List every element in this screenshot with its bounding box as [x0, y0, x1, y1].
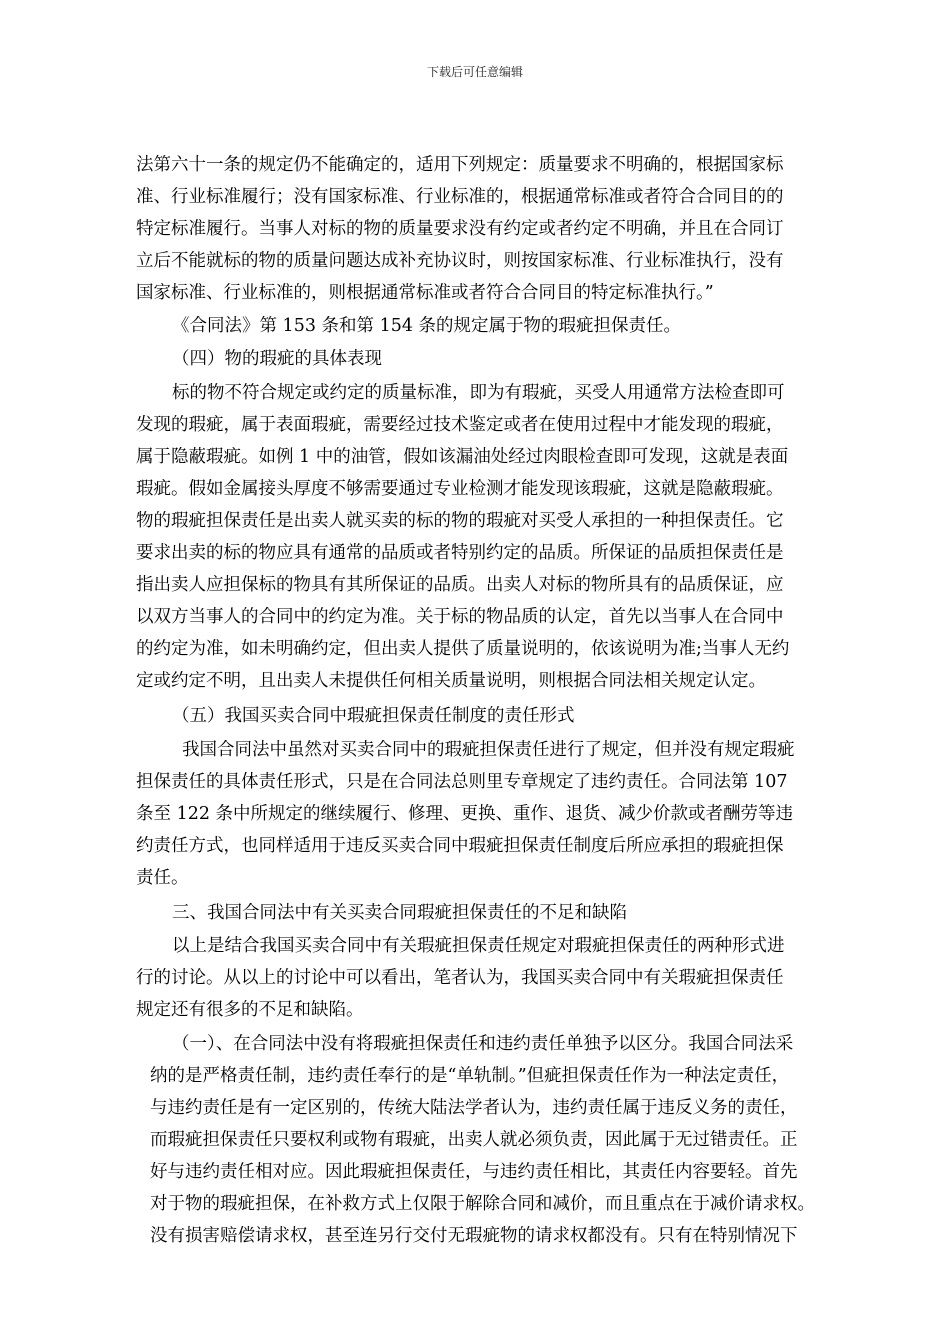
text-line: 责任。	[136, 868, 189, 888]
text-line: 约责任方式，也同样适用于违反买卖合同中瑕疵担保责任制度后所应承担的瑕疵担保	[136, 836, 784, 856]
text-line: 行的讨论。从以上的讨论中可以看出，笔者认为，我国买卖合同中有关瑕疵担保责任	[136, 968, 784, 988]
text-line: 法第六十一条的规定仍不能确定的，适用下列规定：质量要求不明确的，根据国家标	[136, 155, 784, 175]
text-line: （一）、在合同法中没有将瑕疵担保责任和违约责任单独予以区分。我国合同法采	[172, 1034, 794, 1054]
section-heading: （四）物的瑕疵的具体表现	[172, 349, 382, 369]
text-line: 物的瑕疵担保责任是出卖人就买卖的标的物的瑕疵对买受人承担的一种担保责任。它	[136, 511, 784, 531]
text-line: 特定标准履行。当事人对标的物的质量要求没有约定或者约定不明确，并且在合同订	[136, 219, 784, 239]
section-heading: （五）我国买卖合同中瑕疵担保责任制度的责任形式	[172, 706, 575, 726]
text-line: 规定还有很多的不足和缺陷。	[136, 1000, 364, 1020]
text-line: 没有损害赔偿请求权，甚至连另行交付无瑕疵物的请求权都没有。只有在特别情况下	[150, 1226, 798, 1246]
text-line: 标的物不符合规定或约定的质量标准，即为有瑕疵，买受人用通常方法检查即可	[172, 383, 785, 403]
text-line: 瑕疵。假如金属接头厚度不够需要通过专业检测才能发现该瑕疵，这就是隐蔽瑕疵。	[136, 479, 784, 499]
text-line: 担保责任的具体责任形式，只是在合同法总则里专章规定了违约责任。合同法第 107	[136, 772, 788, 792]
text-line: 发现的瑕疵，属于表面瑕疵，需要经过技术鉴定或者在使用过程中才能发现的瑕疵，	[136, 415, 784, 435]
text-line: 的约定为准，如未明确约定，但出卖人提供了质量说明的，依该说明为准;当事人无约	[136, 639, 790, 659]
text-line: 以双方当事人的合同中的约定为准。关于标的物品质的认定，首先以当事人在合同中	[136, 607, 784, 627]
text-line: 属于隐蔽瑕疵。如例 1 中的油管，假如该漏油处经过肉眼检查即可发现，这就是表面	[136, 447, 789, 467]
text-line: 定或约定不明，且出卖人未提供任何相关质量说明，则根据合同法相关规定认定。	[136, 671, 766, 691]
text-line: 与违约责任是有一定区别的，传统大陆法学者认为，违约责任属于违反义务的责任，	[150, 1098, 798, 1118]
text-line: 要求出卖的标的物应具有通常的品质或者特别约定的品质。所保证的品质担保责任是	[136, 543, 784, 563]
text-line: 纳的是严格责任制，违约责任奉行的是“单轨制。”但疵担保责任作为一种法定责任，	[150, 1066, 790, 1086]
text-line: 指出卖人应担保标的物具有其所保证的品质。出卖人对标的物所具有的品质保证，应	[136, 575, 784, 595]
text-line: 国家标准、行业标准的，则根据通常标准或者符合合同目的特定标准执行。”	[136, 283, 714, 303]
text-line: 条至 122 条中所规定的继续履行、修理、更换、重作、退货、减少价款或者酬劳等违	[136, 804, 794, 824]
text-line: 以上是结合我国买卖合同中有关瑕疵担保责任规定对瑕疵担保责任的两种形式进	[172, 936, 785, 956]
text-line: 对于物的瑕疵担保，在补救方式上仅限于解除合同和减价，而且重点在于减价请求权。	[150, 1194, 815, 1214]
text-line: 立后不能就标的物的质量问题达成补充协议时，则按国家标准、行业标准执行，没有	[136, 251, 784, 271]
section-heading: 三、我国合同法中有关买卖合同瑕疵担保责任的不足和缺陷	[172, 903, 627, 923]
text-line: 而瑕疵担保责任只要权利或物有瑕疵，出卖人就必须负责，因此属于无过错责任。正	[150, 1130, 798, 1150]
text-line: 准、行业标准履行；没有国家标准、行业标准的，根据通常标准或者符合合同目的的	[136, 187, 784, 207]
page-header: 下载后可任意编辑	[426, 65, 523, 79]
text-line: 好与违约责任相对应。因此瑕疵担保责任，与违约责任相比，其责任内容要轻。首先	[150, 1162, 798, 1182]
text-line: 我国合同法中虽然对买卖合同中的瑕疵担保责任进行了规定，但并没有规定瑕疵	[182, 740, 795, 760]
text-line: 《合同法》第 153 条和第 154 条的规定属于物的瑕疵担保责任。	[172, 316, 682, 336]
